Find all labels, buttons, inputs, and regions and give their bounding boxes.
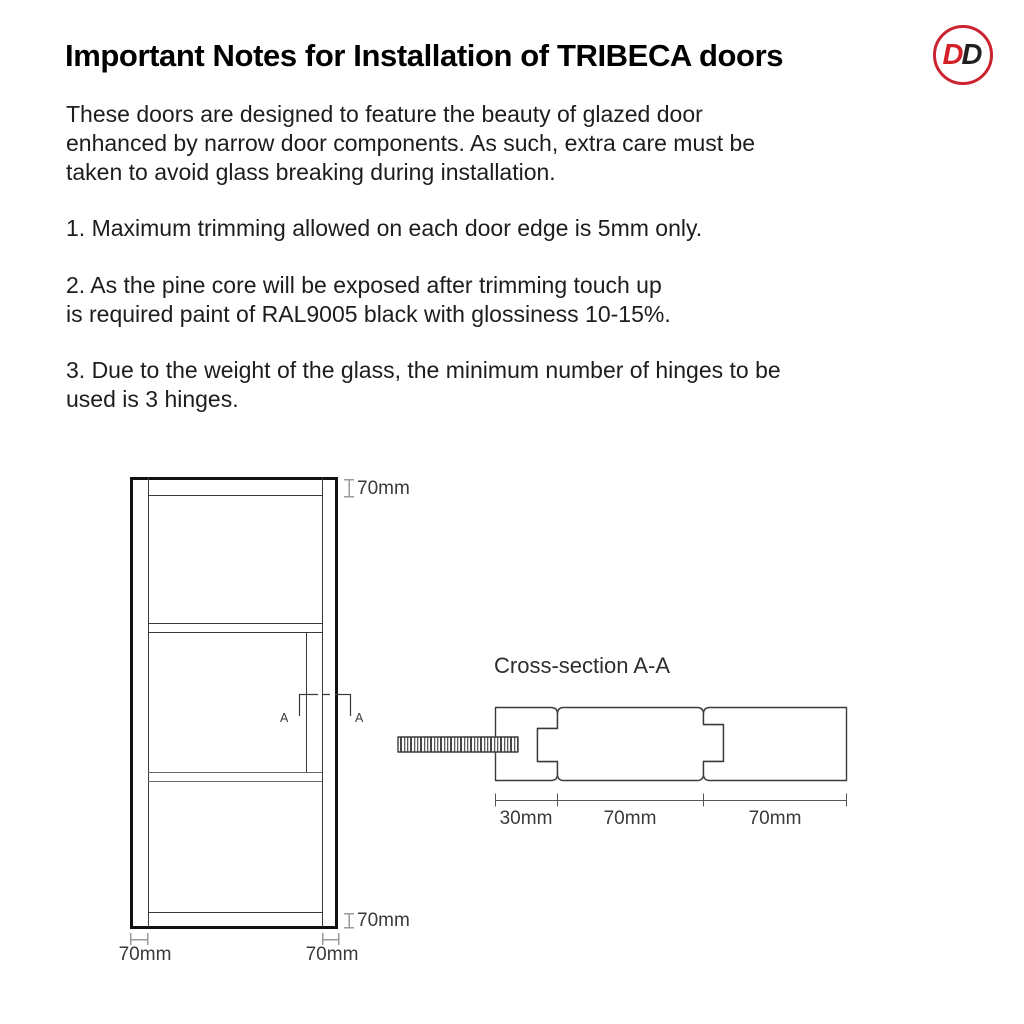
door-stile-70mm (704, 708, 847, 781)
elevation-dim-brackets (130, 479, 354, 945)
note-line: 3. Due to the weight of the glass, the minimum number of hinges to be (66, 357, 781, 383)
glass-pane-section (398, 737, 518, 752)
dim-label-top-rail: 70mm (357, 478, 410, 499)
cross-section-dim-line (495, 794, 847, 807)
logo-letter-d1: D (942, 38, 962, 71)
note-line: 1. Maximum trimming allowed on each door edge is 5mm only. (66, 215, 703, 241)
note-line: 2. As the pine core will be exposed after trimming touch up (66, 272, 662, 298)
note-line: is required paint of RAL9005 black with glossiness 10-15%. (66, 301, 671, 327)
intro-line: taken to avoid glass breaking during installation. (66, 159, 556, 185)
cs-dim-label-70mm-stile: 70mm (748, 808, 802, 829)
dim-label-right-stile: 70mm (305, 944, 359, 965)
door-elevation (132, 477, 337, 928)
cs-dim-label-30mm: 30mm (499, 808, 553, 829)
logo-letter-d2: D (961, 38, 981, 71)
intro-line: These doors are designed to feature the beauty of glazed door (66, 101, 703, 127)
page-title: Important Notes for Installation of TRIBECA doors (65, 38, 784, 73)
cross-section-drawing (398, 708, 847, 781)
section-label-a-left: A (280, 711, 289, 725)
note-line: used is 3 hinges. (66, 386, 239, 412)
door-core-70mm (538, 708, 724, 781)
dim-label-left-stile: 70mm (118, 944, 172, 965)
cs-dim-label-70mm-core: 70mm (603, 808, 657, 829)
door-outline (132, 479, 337, 928)
dim-label-bottom-rail: 70mm (357, 910, 410, 931)
cross-section-title: Cross-section A-A (494, 653, 671, 678)
intro-line: enhanced by narrow door components. As such, extra care must be (66, 130, 756, 156)
section-label-a-right: A (355, 711, 364, 725)
